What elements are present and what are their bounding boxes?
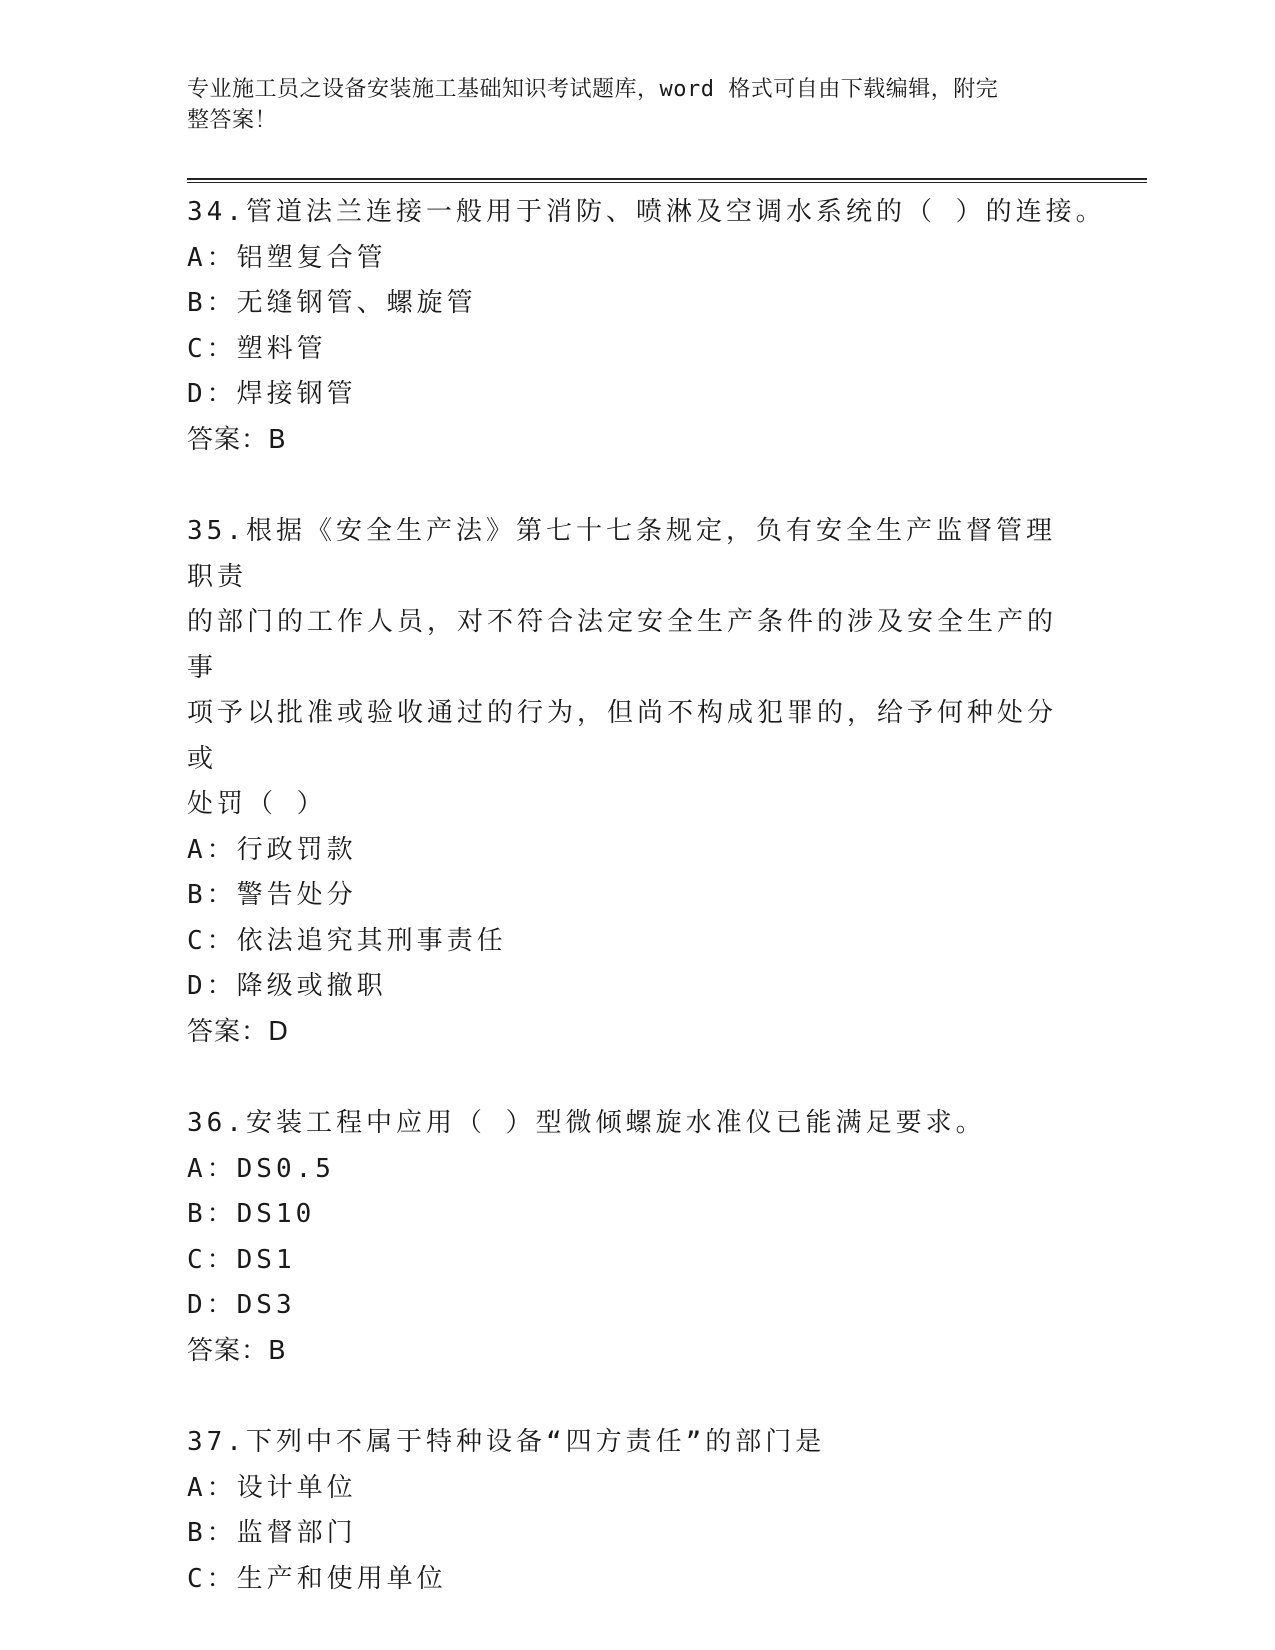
option-a: [187, 1466, 1107, 1512]
option-text: 塑料管: [236, 333, 327, 364]
option-text: 警告处分: [236, 880, 357, 910]
answer-line: 答案：B: [187, 1335, 287, 1366]
option-key: C：: [187, 925, 237, 956]
option-text: 焊接钢管: [236, 379, 357, 409]
option-d: [187, 964, 1107, 1010]
option-a: [187, 1147, 1107, 1193]
question-stem-line: 35.根据《安全生产法》第七十七条规定，负有安全生产监督管理职责: [187, 516, 1056, 592]
option-key: B：: [187, 288, 237, 318]
option-text: 行政罚款: [236, 834, 357, 865]
option-a: [187, 828, 1107, 874]
option-d: [187, 1283, 1107, 1329]
document-header: [187, 74, 1067, 136]
question-37: [187, 1420, 1107, 1602]
option-text: DS1: [236, 1244, 296, 1275]
header-line-2: 整答案！: [187, 108, 278, 133]
question-stem: [187, 509, 1067, 828]
option-key: D：: [187, 1290, 237, 1320]
option-key: A：: [187, 1472, 237, 1503]
option-text: 铝塑复合管: [236, 242, 387, 273]
option-key: C：: [187, 333, 237, 364]
option-b: [187, 1192, 1107, 1238]
option-text: DS0.5: [236, 1153, 335, 1184]
option-c: [187, 1557, 1107, 1603]
header-line-1: 专业施工员之设备安装施工基础知识考试题库，word 格式可自由下载编辑，附完: [187, 77, 999, 102]
option-key: B：: [187, 880, 237, 910]
option-c: [187, 1238, 1107, 1284]
option-key: B：: [187, 1199, 237, 1229]
option-a: [187, 236, 1107, 282]
option-key: C：: [187, 1244, 237, 1275]
option-text: 依法追究其刑事责任: [236, 925, 507, 956]
question-34: [187, 190, 1107, 463]
option-d: [187, 372, 1107, 418]
option-key: A：: [187, 242, 237, 273]
question-stem-line: 处罚（ ）: [187, 789, 327, 819]
question-35: [187, 509, 1107, 1055]
question-36: [187, 1101, 1107, 1374]
option-b: [187, 281, 1107, 327]
question-stem-line: 项予以批准或验收通过的行为，但尚不构成犯罪的，给予何种处分或: [187, 698, 1058, 774]
option-text: DS10: [236, 1199, 316, 1229]
option-key: A：: [187, 1153, 237, 1184]
option-key: D：: [187, 971, 237, 1001]
option-text: 无缝钢管、螺旋管: [236, 288, 477, 318]
option-key: C：: [187, 1563, 237, 1594]
question-stem: 34.管道法兰连接一般用于消防、喷淋及空调水系统的（ ）的连接。: [187, 197, 1106, 227]
option-text: DS3: [236, 1290, 296, 1320]
option-b: [187, 873, 1107, 919]
option-c: [187, 919, 1107, 965]
option-key: D：: [187, 379, 237, 409]
option-text: 降级或撤职: [236, 971, 387, 1001]
option-b: [187, 1511, 1107, 1557]
option-text: 生产和使用单位: [236, 1563, 447, 1594]
question-stem: 36.安装工程中应用（ ）型微倾螺旋水准仪已能满足要求。: [187, 1108, 986, 1138]
question-stem-line: 的部门的工作人员，对不符合法定安全生产条件的涉及安全生产的事: [187, 607, 1058, 683]
option-key: A：: [187, 834, 237, 865]
option-text: 设计单位: [236, 1472, 357, 1503]
header-divider: [187, 178, 1147, 183]
option-key: B：: [187, 1518, 237, 1548]
option-c: [187, 327, 1107, 373]
answer-line: 答案：B: [187, 424, 287, 455]
question-list: [187, 190, 1107, 1648]
question-stem: 37.下列中不属于特种设备“四方责任”的部门是: [187, 1427, 826, 1457]
option-text: 监督部门: [236, 1518, 357, 1548]
answer-line: 答案：D: [187, 1016, 290, 1047]
